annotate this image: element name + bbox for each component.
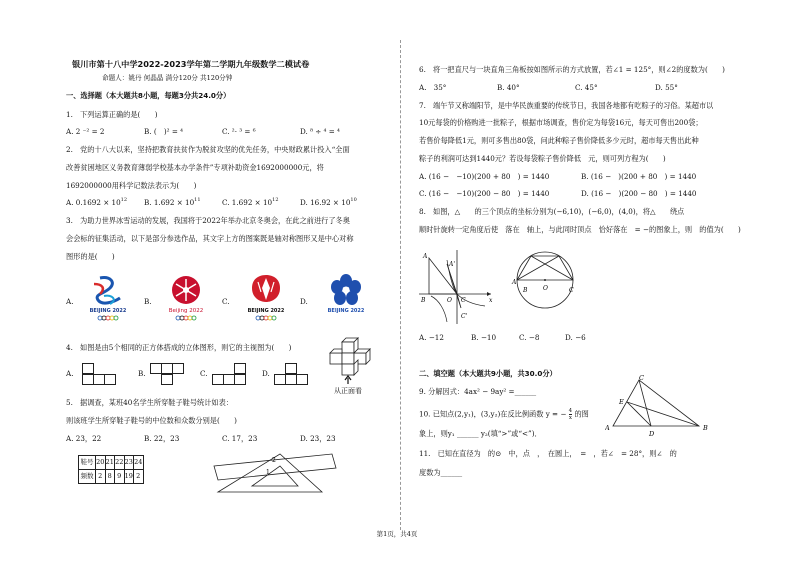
table-row [79, 470, 144, 484]
table-row-head: 频数 [79, 470, 96, 484]
q4-view-a [82, 363, 118, 385]
page-footer: 第1页，共4页 [376, 530, 418, 538]
tri-label-a: A [605, 424, 610, 432]
q7-line-4: 粽子的利润可达到1440元？若设每袋粽子售价降低 元，则可列方程为( ) [419, 154, 666, 163]
table-cell: 2 [96, 470, 106, 484]
q5-line-1: 5. 据调查，某班40名学生所穿鞋子鞋号统计如表： [66, 398, 233, 407]
q8-option-d: D. −6 [565, 333, 586, 342]
q4-option-d: D. [262, 369, 270, 378]
q7-line-3: 若售价每降低1元，则可多售出80袋，问此种粽子售价降低多少元时，超市每天售出此种 [419, 136, 699, 145]
tri-label-b: B [703, 424, 708, 432]
q2-option-d: D. $16.92 \times 10^{10}$ [300, 197, 357, 207]
q10-line-2: 象上，则y₁ ______ y₂(填“>”或“<”)． [419, 429, 542, 438]
q6-option-b: B. 40° [497, 83, 520, 92]
circle-label-c: C [569, 287, 574, 294]
rot-label-x: x [489, 297, 493, 304]
q8-rotation-figure [417, 246, 497, 326]
q4-option-a: A. [66, 369, 74, 378]
table-cell: 2 [134, 470, 144, 484]
circle-label-a: A [512, 279, 517, 286]
q1-option-a: A. 2 ⁻² = 2 [66, 127, 105, 136]
q7-line-2: 10元每袋的价格购进一批粽子，根据市场调查，售价定为每袋16元，每天可售出200袋； [419, 118, 703, 127]
rot-label-b: B [421, 297, 426, 304]
q6-option-d: D. 55° [655, 83, 678, 92]
q4-view-d [274, 363, 310, 385]
q7-option-a: A. (16 − −10)(200 + 80 ) = 1440 [419, 172, 550, 181]
table-cell: 20 [96, 456, 106, 470]
tri-label-c: C [639, 374, 644, 382]
rot-label-a: A [423, 253, 428, 260]
right-column [415, 0, 745, 561]
q4-option-c: C. [200, 369, 208, 378]
logo-c-text: BEIJING 2022 [247, 308, 285, 314]
logo-b-snowflake [158, 272, 214, 322]
q3-option-a: A. [66, 297, 74, 306]
q8-option-b: B. −10 [471, 333, 497, 342]
q3-option-d: D. [300, 297, 308, 306]
logo-c-lantern [238, 272, 294, 322]
q3-option-c: C. [222, 297, 230, 306]
section-2-heading: 二、填空题（本大题共9小题，共30.0分） [419, 369, 557, 378]
logo-b-text: Beijing 2022 [168, 308, 204, 314]
q6-option-c: C. 45° [575, 83, 598, 92]
table-cell: 19 [124, 470, 134, 484]
q2-line-1: 2. 党的十八大以来，坚持把教育扶贫作为脱贫攻坚的优先任务，中央财政累计投入“全面 [66, 145, 350, 154]
column-divider [400, 40, 401, 530]
q8-line-1: 8. 如图，△ 的三个顶点的坐标分别为(−6,10)，(−6,0)，(4,0)，将△ 绕点 [419, 207, 685, 216]
q5-option-a: A. 23，22 [66, 434, 102, 443]
q2-option-c: C. $1.692 \times 10^{12}$ [222, 197, 279, 207]
q5-option-b: B. 22，23 [144, 434, 180, 443]
q4-view-c [212, 363, 248, 385]
q3-line-3: 图形的是( ) [66, 252, 115, 261]
table-row [79, 456, 144, 470]
logo-a-text: BEIJING 2022 [89, 308, 127, 314]
rot-label-o: O [447, 297, 452, 304]
q4-solid-figure [328, 336, 388, 396]
q10-line-1: 10. 已知点(2,y₁)，(3,y₂)在反比例函数 y = − $\frac{4}{x}$ 的图 [419, 408, 589, 421]
q8-line-2: 顺时针旋转一定角度后使 落在 轴上，与此同时顶点 恰好落在 = −的图象上，则 的值为( ) [419, 225, 741, 234]
triangle-figure [605, 374, 725, 438]
rot-label-c-prime: C' [461, 313, 468, 320]
q4-stem: 4. 如图是由5个相同的正方体搭成的立体图形，则它的主视图为( ) [66, 343, 292, 352]
q3-line-2: 会会标的征集活动，以下是部分参选作品，其文字上方的图案既是轴对称图形又是中心对称 [66, 234, 354, 243]
q7-line-1: 7. 端午节又称端阳节，是中华民族重要的传统节日，我国各地都有吃粽子的习俗。某超市以 [419, 101, 714, 110]
circle-label-b: B [523, 287, 528, 294]
ruler-angle-2-label: 2 [272, 457, 276, 464]
q5-option-d: D. 23，23 [300, 434, 336, 443]
logo-d-flower [318, 272, 374, 322]
table-cell: 24 [134, 456, 144, 470]
table-cell: 9 [115, 470, 125, 484]
logo-a-ribbon [80, 272, 136, 322]
q6-option-a: A. 35° [419, 83, 447, 92]
q4-option-b: B. [138, 369, 146, 378]
exam-title: 银川市第十八中学2022-2023学年第二学期九年级数学二模试卷 [72, 59, 310, 69]
q7-option-c: C. (16 − −10)(200 − 80 ) = 1440 [419, 189, 550, 198]
tri-label-d: D [649, 430, 655, 438]
shoe-size-table [78, 455, 144, 484]
section-1-heading: 一、选择题（本大题共8小题，每题3分共24.0分） [66, 91, 231, 100]
table-cell: 8 [105, 470, 115, 484]
q2-option-a: A. $0.1692 \times 10^{12}$ [66, 197, 128, 207]
q2-line-2: 改善贫困地区义务教育薄弱学校基本办学条件”专项补助资金1692000000元，将 [66, 163, 324, 172]
q8-option-c: C. −8 [519, 333, 540, 342]
q1-option-d: D. ⁸ ÷ ⁴ = ⁴ [300, 127, 340, 136]
tri-label-e: E [619, 398, 624, 406]
q5-line-2: 则该班学生所穿鞋子鞋号的中位数和众数分别是( ) [66, 416, 237, 425]
q5-option-c: C. 17，23 [222, 434, 258, 443]
q1-option-c: C. ²· ³ = ⁶ [222, 127, 256, 136]
rot-label-a-prime: A' [449, 261, 455, 268]
q11-line-1: 11. 已知在直径为 的⊙ 中，点 ， 在圆上， = ，若∠ = 28°，则∠ 的 [419, 449, 677, 458]
table-cell: 23 [124, 456, 134, 470]
q9-stem: 9. 分解因式：4ax² − 9ay² =______ [419, 387, 537, 396]
exam-meta: 命题人：姚丹 何晶晶 满分120分 共120分钟 [102, 74, 233, 82]
q1-stem: 1. 下列运算正确的是( ) [66, 110, 158, 119]
q6-line-1: 6. 将一把直尺与一块直角三角板按如图所示的方式放置，若∠1 = 125°，则∠2的度数为( ) [419, 65, 725, 74]
q6-ruler-triangle-figure [210, 448, 342, 506]
q8-circle-figure [509, 248, 581, 312]
left-column [62, 0, 384, 561]
table-cell: 22 [115, 456, 125, 470]
q10-fraction: $\frac{4}{x}$ [568, 408, 573, 421]
table-cell: 21 [105, 456, 115, 470]
circle-label-o: O [543, 285, 548, 292]
q3-line-1: 3. 为助力世界冰雪运动的发展，我国将于2022年举办北京冬奥会，在此之前进行了冬奥 [66, 216, 350, 225]
ruler-angle-1-label: 1 [266, 469, 270, 476]
q1-option-b: B. ( )² = ⁴ [144, 127, 184, 136]
q2-line-3: 1692000000用科学记数法表示为( ) [66, 181, 197, 190]
q7-option-d: D. (16 − )(200 − 80 ) = 1440 [581, 189, 697, 198]
logo-d-text: BEIJING 2022 [327, 308, 365, 314]
front-view-label: 从正面看 [334, 387, 362, 395]
table-row-head: 鞋号 [79, 456, 96, 470]
q2-option-b: B. $1.692 \times 10^{11}$ [144, 197, 201, 207]
q4-view-b [150, 363, 186, 385]
q11-line-2: 度数为______ [419, 468, 463, 477]
rot-label-c: C [461, 297, 466, 304]
q3-option-b: B. [144, 297, 152, 306]
q8-option-a: A. −12 [419, 333, 444, 342]
q7-option-b: B. (16 − )(200 + 80 ) = 1440 [581, 172, 697, 181]
